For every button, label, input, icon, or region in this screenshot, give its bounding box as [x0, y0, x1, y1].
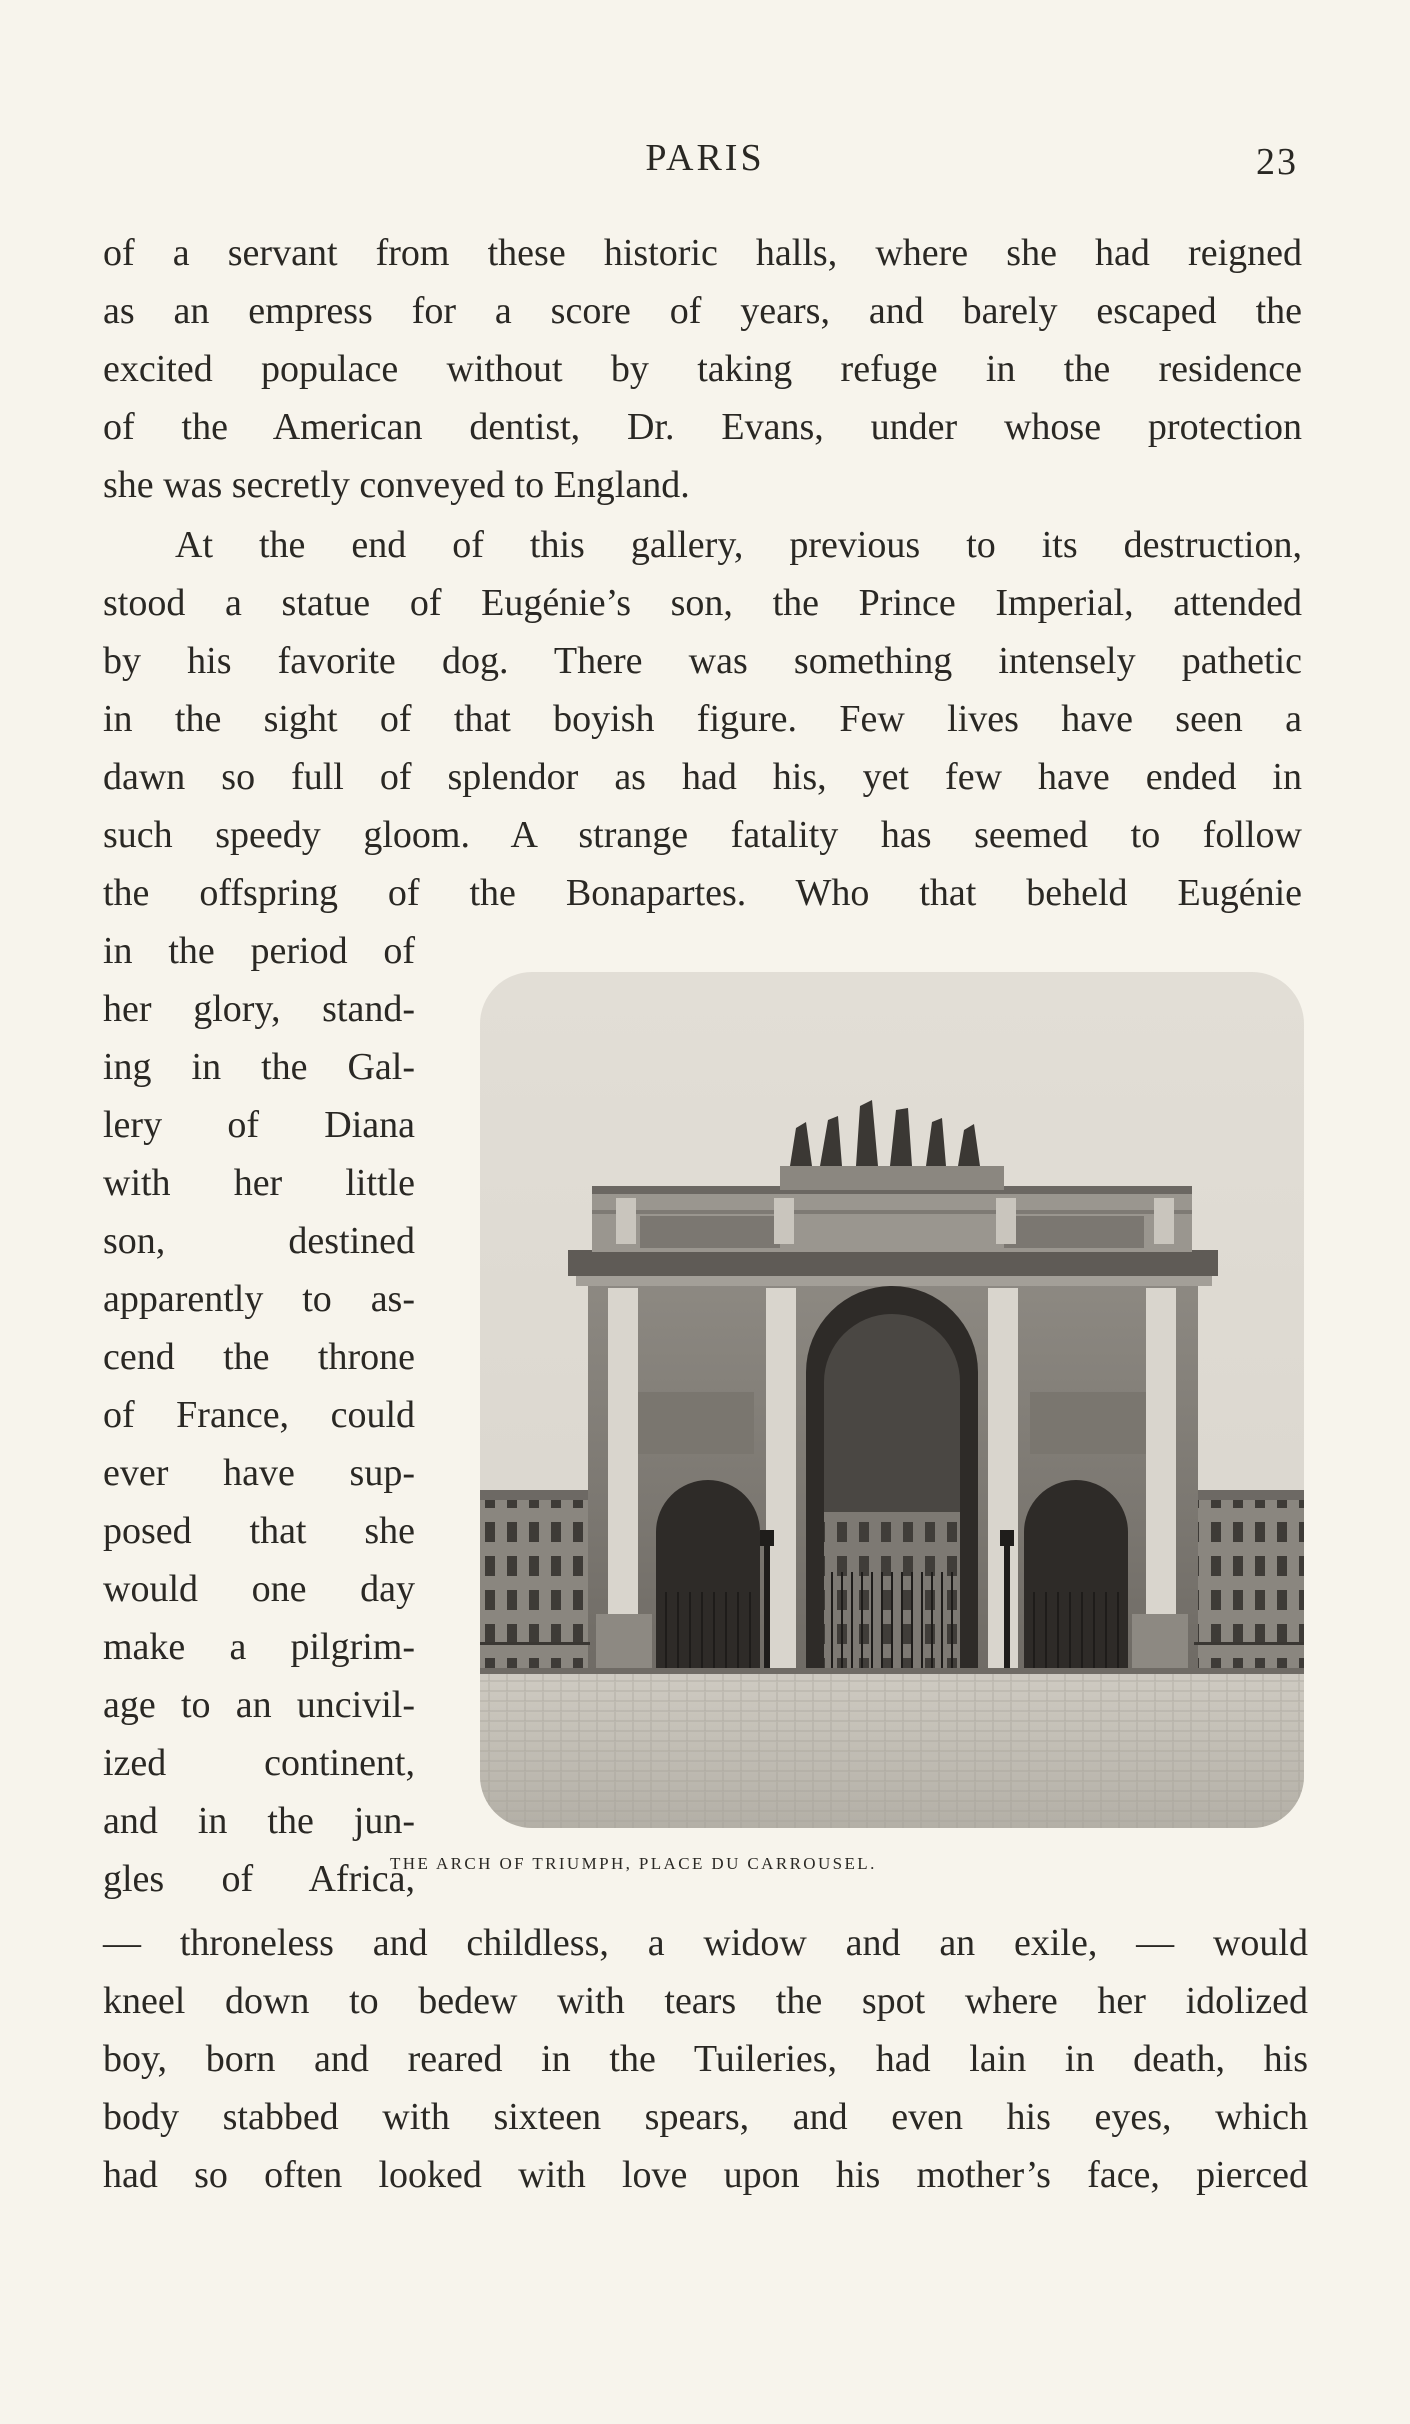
text-line: ever have sup-: [103, 1452, 415, 1494]
text-line: At the end of this gallery, previous to its destruction,: [175, 524, 1302, 566]
text-line: had so often looked with love upon his mother’s face, pierced: [103, 2154, 1308, 2196]
text-line: of a servant from these historic halls, where she had reigned: [103, 232, 1302, 274]
running-head: [0, 132, 1410, 192]
text-line: son, destined: [103, 1220, 415, 1262]
text-line: age to an uncivil-: [103, 1684, 415, 1726]
text-line: ing in the Gal-: [103, 1046, 415, 1088]
text-line: boy, born and reared in the Tuileries, had lain in death, his: [103, 2038, 1308, 2080]
text-line: make a pilgrim-: [103, 1626, 415, 1668]
text-line: of the American dentist, Dr. Evans, under whose protection: [103, 406, 1302, 448]
running-title: PARIS: [645, 137, 765, 179]
text-line: her glory, stand-: [103, 988, 415, 1030]
arch-photograph: [480, 972, 1304, 1828]
text-line: stood a statue of Eugénie’s son, the Prince Imperial, attended: [103, 582, 1302, 624]
text-line: lery of Diana: [103, 1104, 415, 1146]
text-line: posed that she: [103, 1510, 415, 1552]
text-line: of France, could: [103, 1394, 415, 1436]
text-line: and in the jun-: [103, 1800, 415, 1842]
text-line: ized continent,: [103, 1742, 415, 1784]
text-line: body stabbed with sixteen spears, and even his eyes, which: [103, 2096, 1308, 2138]
text-line: as an empress for a score of years, and barely escaped the: [103, 290, 1302, 332]
text-line: cend the throne: [103, 1336, 415, 1378]
figure-caption: THE ARCH OF TRIUMPH, PLACE DU CARROUSEL.: [390, 1854, 877, 1873]
text-line: excited populace without by taking refuge in the residence: [103, 348, 1302, 390]
text-line: in the period of: [103, 930, 415, 972]
text-line: the offspring of the Bonapartes. Who that beheld Eugénie: [103, 872, 1302, 914]
text-line: with her little: [103, 1162, 415, 1204]
text-line: dawn so full of splendor as had his, yet few have ended in: [103, 756, 1302, 798]
text-line: kneel down to bedew with tears the spot where her idolized: [103, 1980, 1308, 2022]
text-line: by his favorite dog. There was something intensely pathetic: [103, 640, 1302, 682]
figure: [480, 972, 1304, 1832]
text-line: in the sight of that boyish figure. Few lives have seen a: [103, 698, 1302, 740]
text-line: gles of Africa,: [103, 1858, 415, 1900]
text-line: apparently to as-: [103, 1278, 415, 1320]
text-line: — throneless and childless, a widow and an exile, — would: [103, 1922, 1308, 1964]
text-line: would one day: [103, 1568, 415, 1610]
text-line: she was secretly conveyed to England.: [103, 464, 690, 506]
text-line: such speedy gloom. A strange fatality has seemed to follow: [103, 814, 1302, 856]
page-number: 23: [1256, 141, 1298, 183]
